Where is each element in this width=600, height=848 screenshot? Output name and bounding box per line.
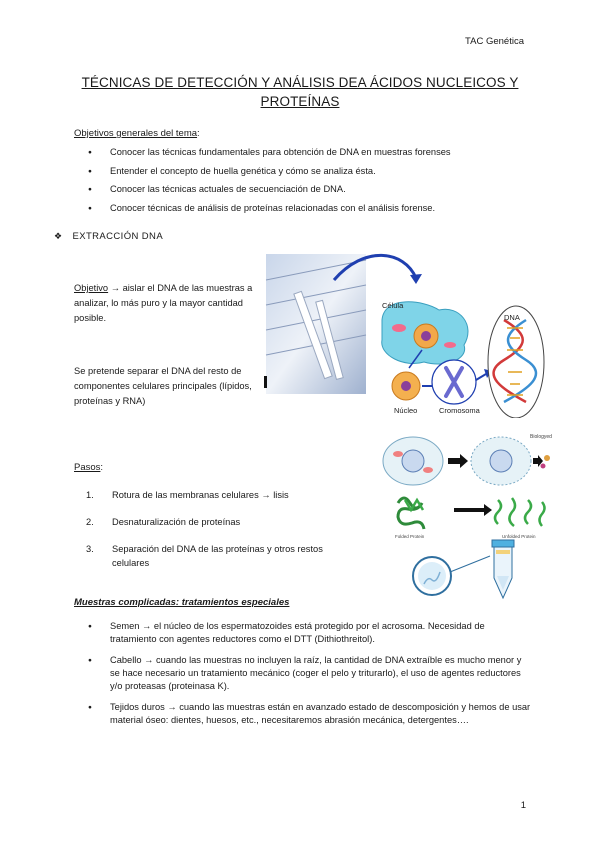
brand-label: Biologyed xyxy=(530,434,552,440)
objetivo-label: Objetivo xyxy=(74,283,109,293)
dna-label: DNA xyxy=(504,313,520,322)
step-text: Desnaturalización de proteínas xyxy=(112,517,241,527)
cell-illustration xyxy=(382,301,468,364)
list-item: ● Conocer las técnicas actuales de secuenciación de DNA. xyxy=(88,183,538,196)
page-number: 1 xyxy=(520,800,526,811)
step-text: Separación del DNA de las proteínas y otros restos celulares xyxy=(112,544,323,568)
step-number: 2. xyxy=(86,517,94,527)
page-title: TÉCNICAS DE DETECCIÓN Y ANÁLISIS DEA ÁCIDOS NUCLEICOS Y PROTEÍNAS xyxy=(81,75,519,109)
diamond-bullet-icon: ❖ xyxy=(54,231,63,241)
arrow-right-icon xyxy=(448,454,468,468)
objectives-heading xyxy=(74,128,200,139)
chromosome-label: Cromosoma xyxy=(439,406,480,415)
list-item: ● Conocer técnicas de análisis de proteínas relacionadas con el análisis forense. xyxy=(88,202,538,215)
objetivo-paragraph xyxy=(74,281,259,326)
tube-illustration xyxy=(413,540,514,598)
nucleus-illustration xyxy=(392,372,420,415)
header-course: TAC Genética xyxy=(465,36,524,47)
list-item: ● Semen → el núcleo de los espermatozoides está protegido por el acrosoma. Necesidad de tratamiento con agentes reductores como el DTT (Dithiothreitol). xyxy=(88,620,532,646)
dna-helix-illustration xyxy=(488,306,544,418)
lab-photo xyxy=(266,254,366,394)
lysis-row xyxy=(383,434,552,485)
objectives-heading-label: Objetivos generales del tema xyxy=(74,128,198,139)
objectives-list xyxy=(88,146,538,220)
steps-list xyxy=(86,488,346,583)
objetivo-text: → aislar el DNA de las muestras a analizar, lo más puro y la mayor cantidad posible. xyxy=(74,283,253,323)
list-item: ● Tejidos duros → cuando las muestras están en avanzado estado de descomposición y hemos de usar material óseo: dientes, huesos, etc., necesitaremos abrasión mecánica, detergentes…. xyxy=(88,701,532,727)
nucleus-label: Núcleo xyxy=(394,406,418,415)
list-item xyxy=(86,488,346,502)
section-heading xyxy=(54,231,163,242)
chromosome-illustration xyxy=(432,360,481,415)
section-title: EXTRACCIÓN DNA xyxy=(72,231,164,242)
protein-row xyxy=(395,498,545,539)
pasos-heading xyxy=(74,462,103,473)
step-number: 3. xyxy=(86,544,94,554)
unfolded-label: Unfolded Protein xyxy=(502,534,536,539)
list-item: ● Entender el concepto de huella genética y cómo se analiza ésta. xyxy=(88,165,538,178)
list-item xyxy=(86,542,346,570)
step-number: 1. xyxy=(86,490,94,500)
muestras-list xyxy=(88,620,532,735)
list-item: ● Conocer las técnicas fundamentales para obtención de DNA en muestras forenses xyxy=(88,146,538,159)
objectives-heading-colon: : xyxy=(197,128,200,139)
cell-label: Célula xyxy=(382,301,404,310)
list-item xyxy=(86,515,346,529)
folded-label: Folded Protein xyxy=(395,534,425,539)
steps-figure xyxy=(380,428,555,603)
list-item: ● Cabello → cuando las muestras no incluyen la raíz, la cantidad de DNA extraíble es mucho menor y se hace necesario un tratamiento mecánico (coger el pelo y triturarlo), el uso de agentes reductores y/o proteasas (proteinasa K). xyxy=(88,654,532,693)
pasos-heading-label: Pasos xyxy=(74,462,101,473)
dna-extraction-figure xyxy=(264,250,554,418)
pasos-heading-colon: : xyxy=(100,462,104,473)
step-text: Rotura de las membranas celulares → lisis xyxy=(112,490,289,500)
muestras-heading: Muestras complicadas: tratamientos especiales xyxy=(74,597,290,608)
separar-paragraph: Se pretende separar el DNA del resto de componentes celulares principales (lípidos, proteínas y RNA) xyxy=(74,366,252,406)
